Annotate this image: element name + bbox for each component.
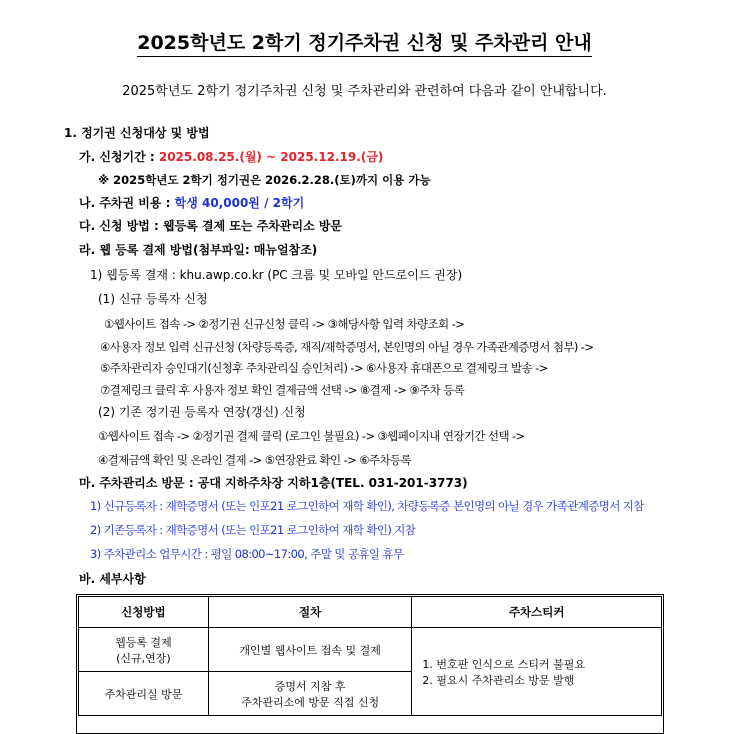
- procedure-line: 주차관리소에 방문 직접 신청: [241, 695, 380, 709]
- renew-step: ①웹사이트 접속 -> ②정기권 결제 클릭 (로그인 불필요) -> ③웹페이지내 연장기간 선택 ->: [98, 429, 525, 443]
- apply-method: 다. 신청 방법 : 웹등록 결제 또는 주차관리소 방문: [79, 219, 343, 233]
- table-header-row: [79, 597, 662, 628]
- table-header: 주차스티커: [412, 597, 662, 628]
- page-title: [0, 28, 729, 55]
- details-table: [78, 596, 662, 716]
- method-cell: [79, 628, 209, 672]
- new-reg-step: ④사용자 정보 입력 신규신청 (차량등록증, 재직/재학증명서, 본인명의 아닐 경우 가족관계증명서 첨부) ->: [100, 340, 594, 354]
- new-reg-step: ⑤주차관리자 승인대기(신청후 주차관리실 승인처리) -> ⑥사용자 휴대폰으로 결제링크 발송 ->: [100, 361, 548, 375]
- section1-heading: 1. 정기권 신청대상 및 방법: [64, 126, 210, 140]
- fee-label: 나. 주차권 비용 :: [79, 196, 175, 210]
- new-reg-step: ⑦결제링크 클릭 후 사용자 정보 확인 결제금액 선택 -> ⑧결제 -> ⑨주차 등록: [100, 383, 465, 397]
- sticker-line: 2. 필요시 주차관리소 방문 발행: [422, 673, 575, 687]
- new-reg-heading: (1) 신규 등록자 신청: [98, 292, 208, 306]
- web-payment-url: 1) 웹등록 결재 : khu.awp.co.kr (PC 크롬 및 모바일 안드로이드 권장): [90, 268, 463, 282]
- table-row: [79, 628, 662, 672]
- office-note: 3) 주차관리소 업무시간 : 평일 08:00~17:00, 주말 및 공휴일 휴무: [90, 547, 404, 561]
- fee: [79, 194, 304, 211]
- office-note: 1) 신규등록자 : 재학증명서 (또는 인포21 로그인하여 재학 확인), 차량등록증 본인명의 아닐 경우 가족관계증명서 지참: [90, 499, 644, 513]
- apply-period: [79, 148, 383, 165]
- web-payment-heading: 라. 웹 등록 결제 방법(첨부파일: 매뉴얼참조): [79, 243, 318, 257]
- method-line: (신규,연장): [116, 651, 171, 665]
- procedure-cell: 개인별 웹사이트 접속 및 결제: [208, 628, 412, 672]
- renew-heading: (2) 기존 정기권 등록자 연장(갱신) 신청: [98, 405, 306, 419]
- method-cell: 주차관리실 방문: [79, 672, 209, 716]
- office-note: 2) 기존등록자 : 재학증명서 (또는 인포21 로그인하여 재학 확인) 지참: [90, 523, 416, 537]
- procedure-line: 증명서 지참 후: [274, 679, 346, 693]
- table-header: 절차: [208, 597, 412, 628]
- procedure-cell: [208, 672, 412, 716]
- title-text: 2025학년도 2학기 정기주차권 신청 및 주차관리 안내: [137, 32, 592, 57]
- sticker-line: 1. 번호판 인식으로 스티커 불필요: [422, 657, 586, 671]
- apply-period-label: 가. 신청기간 :: [79, 150, 159, 164]
- apply-period-value: 2025.08.25.(월) ~ 2025.12.19.(금): [158, 150, 384, 164]
- table-header: 신청방법: [79, 597, 209, 628]
- renew-step: ④결제금액 확인 및 온라인 결제 -> ⑤연장완료 확인 -> ⑥주차등록: [98, 453, 411, 467]
- fee-value: 학생 40,000원 / 2학기: [174, 196, 305, 210]
- apply-period-note: ※ 2025학년도 2학기 정기권은 2026.2.28.(토)까지 이용 가능: [98, 173, 431, 187]
- method-line: 웹등록 결제: [115, 635, 172, 649]
- intro-text: 2025학년도 2학기 정기주차권 신청 및 주차관리와 관련하여 다음과 같이 안내합니다.: [122, 84, 607, 99]
- new-reg-step: ①웹사이트 접속 -> ②정기권 신규신청 클릭 -> ③해당사항 입력 차량조회 ->: [104, 317, 465, 331]
- details-heading: 바. 세부사항: [79, 572, 146, 586]
- office-visit: 마. 주차관리소 방문 : 공대 지하주차장 지하1층(TEL. 031-201-3773): [79, 476, 468, 490]
- sticker-cell: [412, 628, 662, 716]
